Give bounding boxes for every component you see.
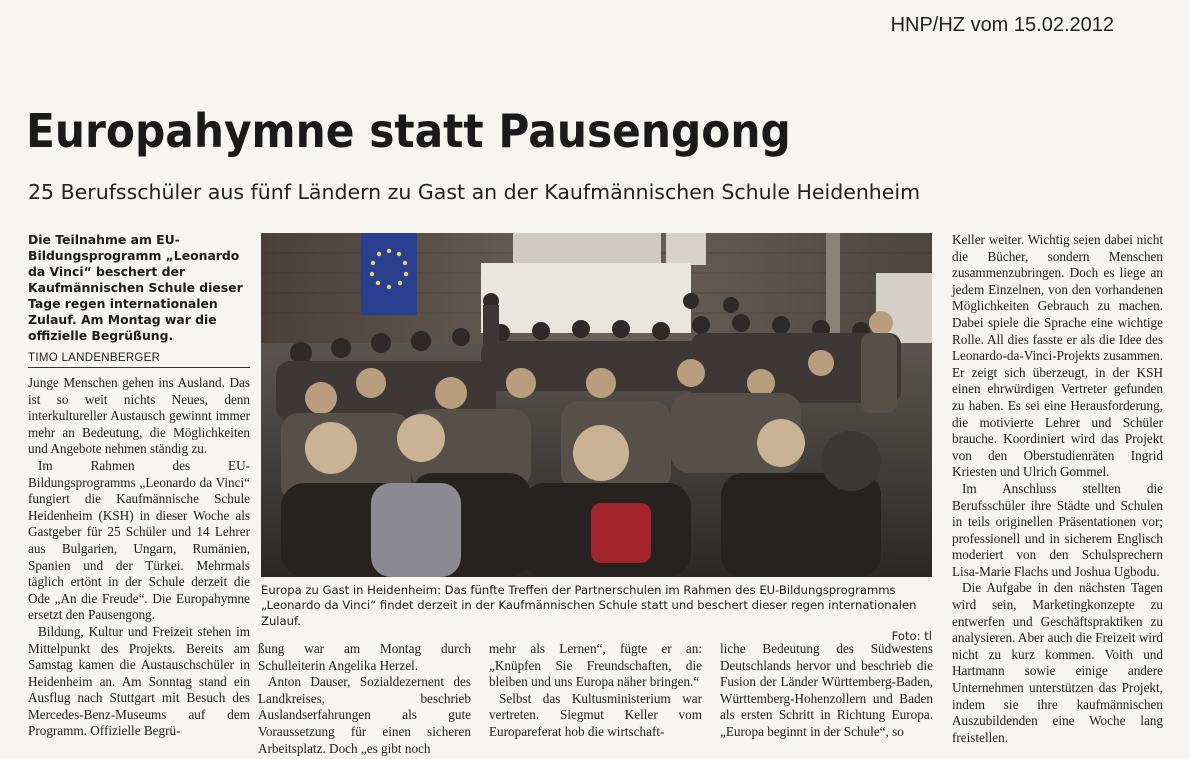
article-column-5 [952,232,1163,746]
article-column-2 [258,641,471,757]
paragraph: Im Anschluss stellten die Berufsschüler ihre Städte und Schulen in teils originellen Präsentationen vor; professionell und in sicherem Englisch moderiert von den Schulsprechern Lisa-Marie Flachs und Joshua Ugbodu. [952,480,1163,579]
lead-paragraph: Die Teilnahme am EU-Bildungsprogramm „Leonardo da Vinci“ beschert der Kaufmännischen Schule dieser Tage regen internationalen Zulauf. Am Montag war die offizielle Begrüßung. [28,232,243,343]
article-column-1 [28,375,250,740]
paragraph: Bildung, Kultur und Freizeit stehen im Mittelpunkt des Projekts. Bereits am Samstag kamen die Austauschschüler in Heidenheim an. Am Sonntag stand ein Ausflug nach Stuttgart mit Besuch des Mercedes-Benz-Museums auf dem Programm. Offizielle Begrü- [28,623,250,739]
paragraph: Keller weiter. Wichtig seien dabei nicht die Bücher, sondern Menschen zusammenzubringen. Doch es liege an jedem Einzelnen, von den vorhandenen Möglichkeiten Gebrauch zu machen. Dabei spiele die Sprache eine wichtige Rolle. All dies fasste er als die Idee des Leonardo-da-Vinci-Projekts zusammen. Er zeigt sich überzeugt, in der KSH einen ehrwürdigen Vertreter gefunden zu haben. Es sei eine Herausforderung, die motivierte Lehrer und Schüler brauche. Koordiniert wird das Projekt von den Oberstudienräten Ingrid Kriesten und Ulrich Gommel. [952,232,1163,480]
source-line: HNP/HZ vom 15.02.2012 [890,14,1114,36]
paragraph: Die Aufgabe in den nächsten Tagen wird sein, Marketingkonzepte zu entwerfen und Geschäftspraktiken zu analysieren. Aber auch die Freizeit wird nicht zu kurz kommen. Voith und Hartmann sowie einige andere Unternehmen unterstützen das Projekt, indem sie ihre kaufmännischen Auszubildenden eine Woche lang freistellen. [952,580,1163,745]
author-byline: TIMO LANDENBERGER [28,352,250,368]
eu-flag [361,233,417,315]
caption-text: Europa zu Gast in Heidenheim: Das fünfte Treffen der Partnerschulen im Rahmen des EU-Bildungsprogramms „Leonardo da Vinci“ findet derzeit in der Kaufmännischen Schule statt und beschert dieser regen internationalen Zulauf. [261,583,917,628]
article-column-4 [720,641,933,741]
paragraph: Anton Dauser, Sozialdezernent des Landkreises, beschrieb Auslandserfahrungen als gute Voraussetzung für einen sicheren Arbeitsplatz. Doch „es gibt noch [258,674,471,756]
photo-credit: Foto: tl [891,629,932,644]
audience-photo [261,233,932,577]
paragraph: mehr als Lernen“, fügte er an: „Knüpfen Sie Freundschaften, die bleiben und uns Europa näher bringen.“ [489,641,702,690]
paragraph: ßung war am Montag durch Schulleiterin Angelika Herzel. [258,641,471,673]
article-column-3 [489,641,702,741]
photo-caption [261,583,932,645]
headline: Europahymne statt Pausengong [26,104,791,158]
paragraph: Im Rahmen des EU-Bildungsprogramms „Leonardo da Vinci“ fungiert die Kaufmännische Schule Heidenheim (KSH) in dieser Woche als Gastgeber für 25 Schüler und 14 Lehrer aus Bulgarien, Ungarn, Rumänien, Spanien und der Türkei. Mehrmals täglich ertönt in der Schule derzeit die Ode „An die Freude“. Die Europahymne ersetzt den Pausengong. [28,457,250,623]
paragraph: Selbst das Kultusministerium war vertreten. Siegmut Keller vom Europareferat hob die wirtschaft- [489,690,702,739]
article-photo [261,233,932,577]
subheadline: 25 Berufsschüler aus fünf Ländern zu Gast an der Kaufmännischen Schule Heidenheim [28,180,921,204]
paragraph: Junge Menschen gehen ins Ausland. Das ist so weit nichts Neues, denn interkultureller Austausch gewinnt immer mehr an Bedeutung, die Möglichkeiten und Angebote nehmen ständig zu. [28,375,250,457]
paragraph: liche Bedeutung des Südwestens Deutschlands hervor und beschrieb die Fusion der Länder Württemberg-Baden, Württemberg-Hohenzollern und Baden als ersten Schritt in Richtung Europa. „Europa beginnt in der Schule“, so [720,641,933,739]
